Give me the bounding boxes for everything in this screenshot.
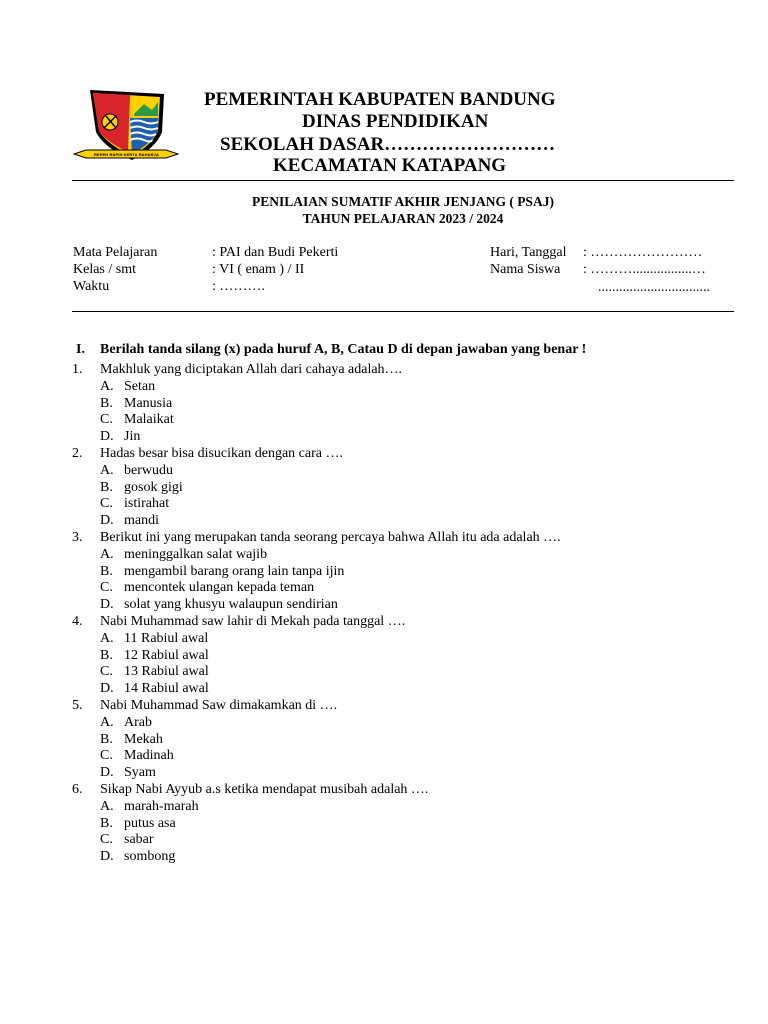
day-label: Hari, Tanggal — [490, 245, 567, 260]
option-text: putus asa — [124, 815, 176, 831]
option-text: Manusia — [124, 395, 173, 411]
question-item — [72, 614, 732, 698]
answer-option — [72, 564, 732, 581]
option-letter: C. — [100, 412, 113, 428]
option-letter: B. — [100, 395, 113, 411]
option-letter: D. — [100, 597, 114, 613]
question-number: 2. — [72, 445, 83, 461]
option-text: 11 Rabiul awal — [124, 630, 209, 646]
question-text: Hadas besar bisa disucikan dengan cara …. — [100, 445, 343, 461]
question-text: Makhluk yang diciptakan Allah dari cahaya adalah…. — [100, 362, 403, 377]
option-letter: A. — [100, 462, 114, 478]
name-extra-line: ................................ — [598, 280, 710, 295]
option-text: mandi — [124, 513, 159, 529]
option-letter: A. — [100, 546, 114, 562]
option-letter: D. — [100, 681, 114, 697]
option-text: sombong — [124, 849, 176, 865]
info-divider — [72, 311, 734, 312]
option-text: Malaikat — [124, 412, 174, 428]
answer-option — [72, 715, 732, 732]
question-number: 5. — [72, 697, 83, 713]
answer-option — [72, 513, 732, 530]
option-text: 13 Rabiul awal — [124, 664, 209, 680]
header-department: DINAS PENDIDIKAN — [302, 111, 489, 132]
option-text: sabar — [124, 832, 154, 848]
header-government: PEMERINTAH KABUPATEN BANDUNG — [204, 89, 556, 110]
option-letter: A. — [100, 630, 114, 646]
question-number: 1. — [72, 362, 83, 377]
option-letter: B. — [100, 731, 113, 747]
answer-option — [72, 816, 732, 833]
answer-option — [72, 681, 732, 698]
option-text: meninggalkan salat wajib — [124, 546, 268, 562]
option-text: Jin — [124, 429, 141, 445]
question-number: 4. — [72, 613, 83, 629]
option-text: 14 Rabiul awal — [124, 681, 209, 697]
option-text: Syam — [124, 765, 156, 781]
question-list — [72, 362, 732, 866]
option-letter: B. — [100, 479, 113, 495]
answer-option — [72, 732, 732, 749]
option-text: Madinah — [124, 748, 174, 764]
question-text: Nabi Muhammad saw lahir di Mekah pada tanggal …. — [100, 613, 406, 629]
exam-title: PENILAIAN SUMATIF AKHIR JENJANG ( PSAJ) — [252, 194, 554, 209]
answer-option — [72, 547, 732, 564]
question-item — [72, 446, 732, 530]
subject-value: : PAI dan Budi Pekerti — [212, 245, 339, 260]
option-letter: D. — [100, 765, 114, 781]
answer-option — [72, 832, 732, 849]
logo-motto: REPEH RAPIH KERTA RAHARJA — [94, 152, 159, 157]
header-district: KECAMATAN KATAPANG — [273, 155, 507, 176]
section-instruction — [76, 342, 586, 358]
exam-year: TAHUN PELAJARAN 2023 / 2024 — [302, 211, 504, 226]
option-text: 12 Rabiul awal — [124, 647, 209, 663]
option-text: solat yang khusyu walaupun sendirian — [124, 597, 338, 613]
header-divider — [72, 180, 734, 181]
header-school: SEKOLAH DASAR……………………… — [220, 134, 556, 155]
question-item — [72, 698, 732, 782]
subject-label: Mata Pelajaran — [73, 245, 158, 260]
option-letter: C. — [100, 496, 113, 512]
option-text: mencontek ulangan kepada teman — [124, 580, 315, 596]
question-number: 3. — [72, 529, 83, 545]
option-letter: C. — [100, 748, 113, 764]
section-instruction-text: Berilah tanda silang (x) pada huruf A, B, Catau D di depan jawaban yang benar ! — [100, 342, 587, 357]
answer-option — [72, 463, 732, 480]
answer-option — [72, 664, 732, 681]
question-number: 6. — [72, 781, 83, 797]
option-letter: A. — [100, 798, 114, 814]
answer-option — [72, 631, 732, 648]
answer-option — [72, 765, 732, 782]
question-item — [72, 782, 732, 866]
question-text: Sikap Nabi Ayyub a.s ketika mendapat musibah adalah …. — [100, 781, 429, 797]
class-value: : VI ( enam ) / II — [212, 262, 305, 277]
answer-option — [72, 597, 732, 614]
name-value: : ……….................… — [583, 262, 706, 277]
option-letter: C. — [100, 580, 113, 596]
answer-option — [72, 496, 732, 513]
answer-option — [72, 849, 732, 866]
option-letter: D. — [100, 513, 114, 529]
option-text: Setan — [124, 378, 156, 394]
question-text: Nabi Muhammad Saw dimakamkan di …. — [100, 697, 338, 713]
option-letter: D. — [100, 429, 114, 445]
option-text: istirahat — [124, 496, 170, 512]
name-label: Nama Siswa — [490, 262, 561, 277]
answer-option — [72, 379, 732, 396]
option-text: marah-marah — [124, 798, 199, 814]
answer-option — [72, 799, 732, 816]
option-text: berwudu — [124, 462, 173, 478]
option-letter: A. — [100, 378, 114, 394]
section-number: I. — [76, 342, 85, 357]
kabupaten-bandung-logo — [72, 88, 180, 168]
answer-option — [72, 412, 732, 429]
question-item — [72, 362, 732, 446]
answer-option — [72, 429, 732, 446]
option-letter: B. — [100, 563, 113, 579]
option-letter: D. — [100, 849, 114, 865]
option-letter: B. — [100, 647, 113, 663]
question-text: Berikut ini yang merupakan tanda seorang percaya bahwa Allah itu ada adalah …. — [100, 529, 561, 545]
answer-option — [72, 648, 732, 665]
answer-option — [72, 396, 732, 413]
option-letter: A. — [100, 714, 114, 730]
time-value: : ………. — [212, 279, 265, 294]
class-label: Kelas / smt — [73, 262, 136, 277]
option-text: Mekah — [124, 731, 163, 747]
answer-option — [72, 480, 732, 497]
option-letter: B. — [100, 815, 113, 831]
option-letter: C. — [100, 832, 113, 848]
option-text: Arab — [124, 714, 152, 730]
answer-option — [72, 748, 732, 765]
option-text: mengambil barang orang lain tanpa ijin — [124, 563, 345, 579]
option-letter: C. — [100, 664, 113, 680]
answer-option — [72, 580, 732, 597]
question-item — [72, 530, 732, 614]
time-label: Waktu — [73, 279, 110, 294]
option-text: gosok gigi — [124, 479, 183, 495]
day-value: : …………………… — [583, 245, 703, 260]
